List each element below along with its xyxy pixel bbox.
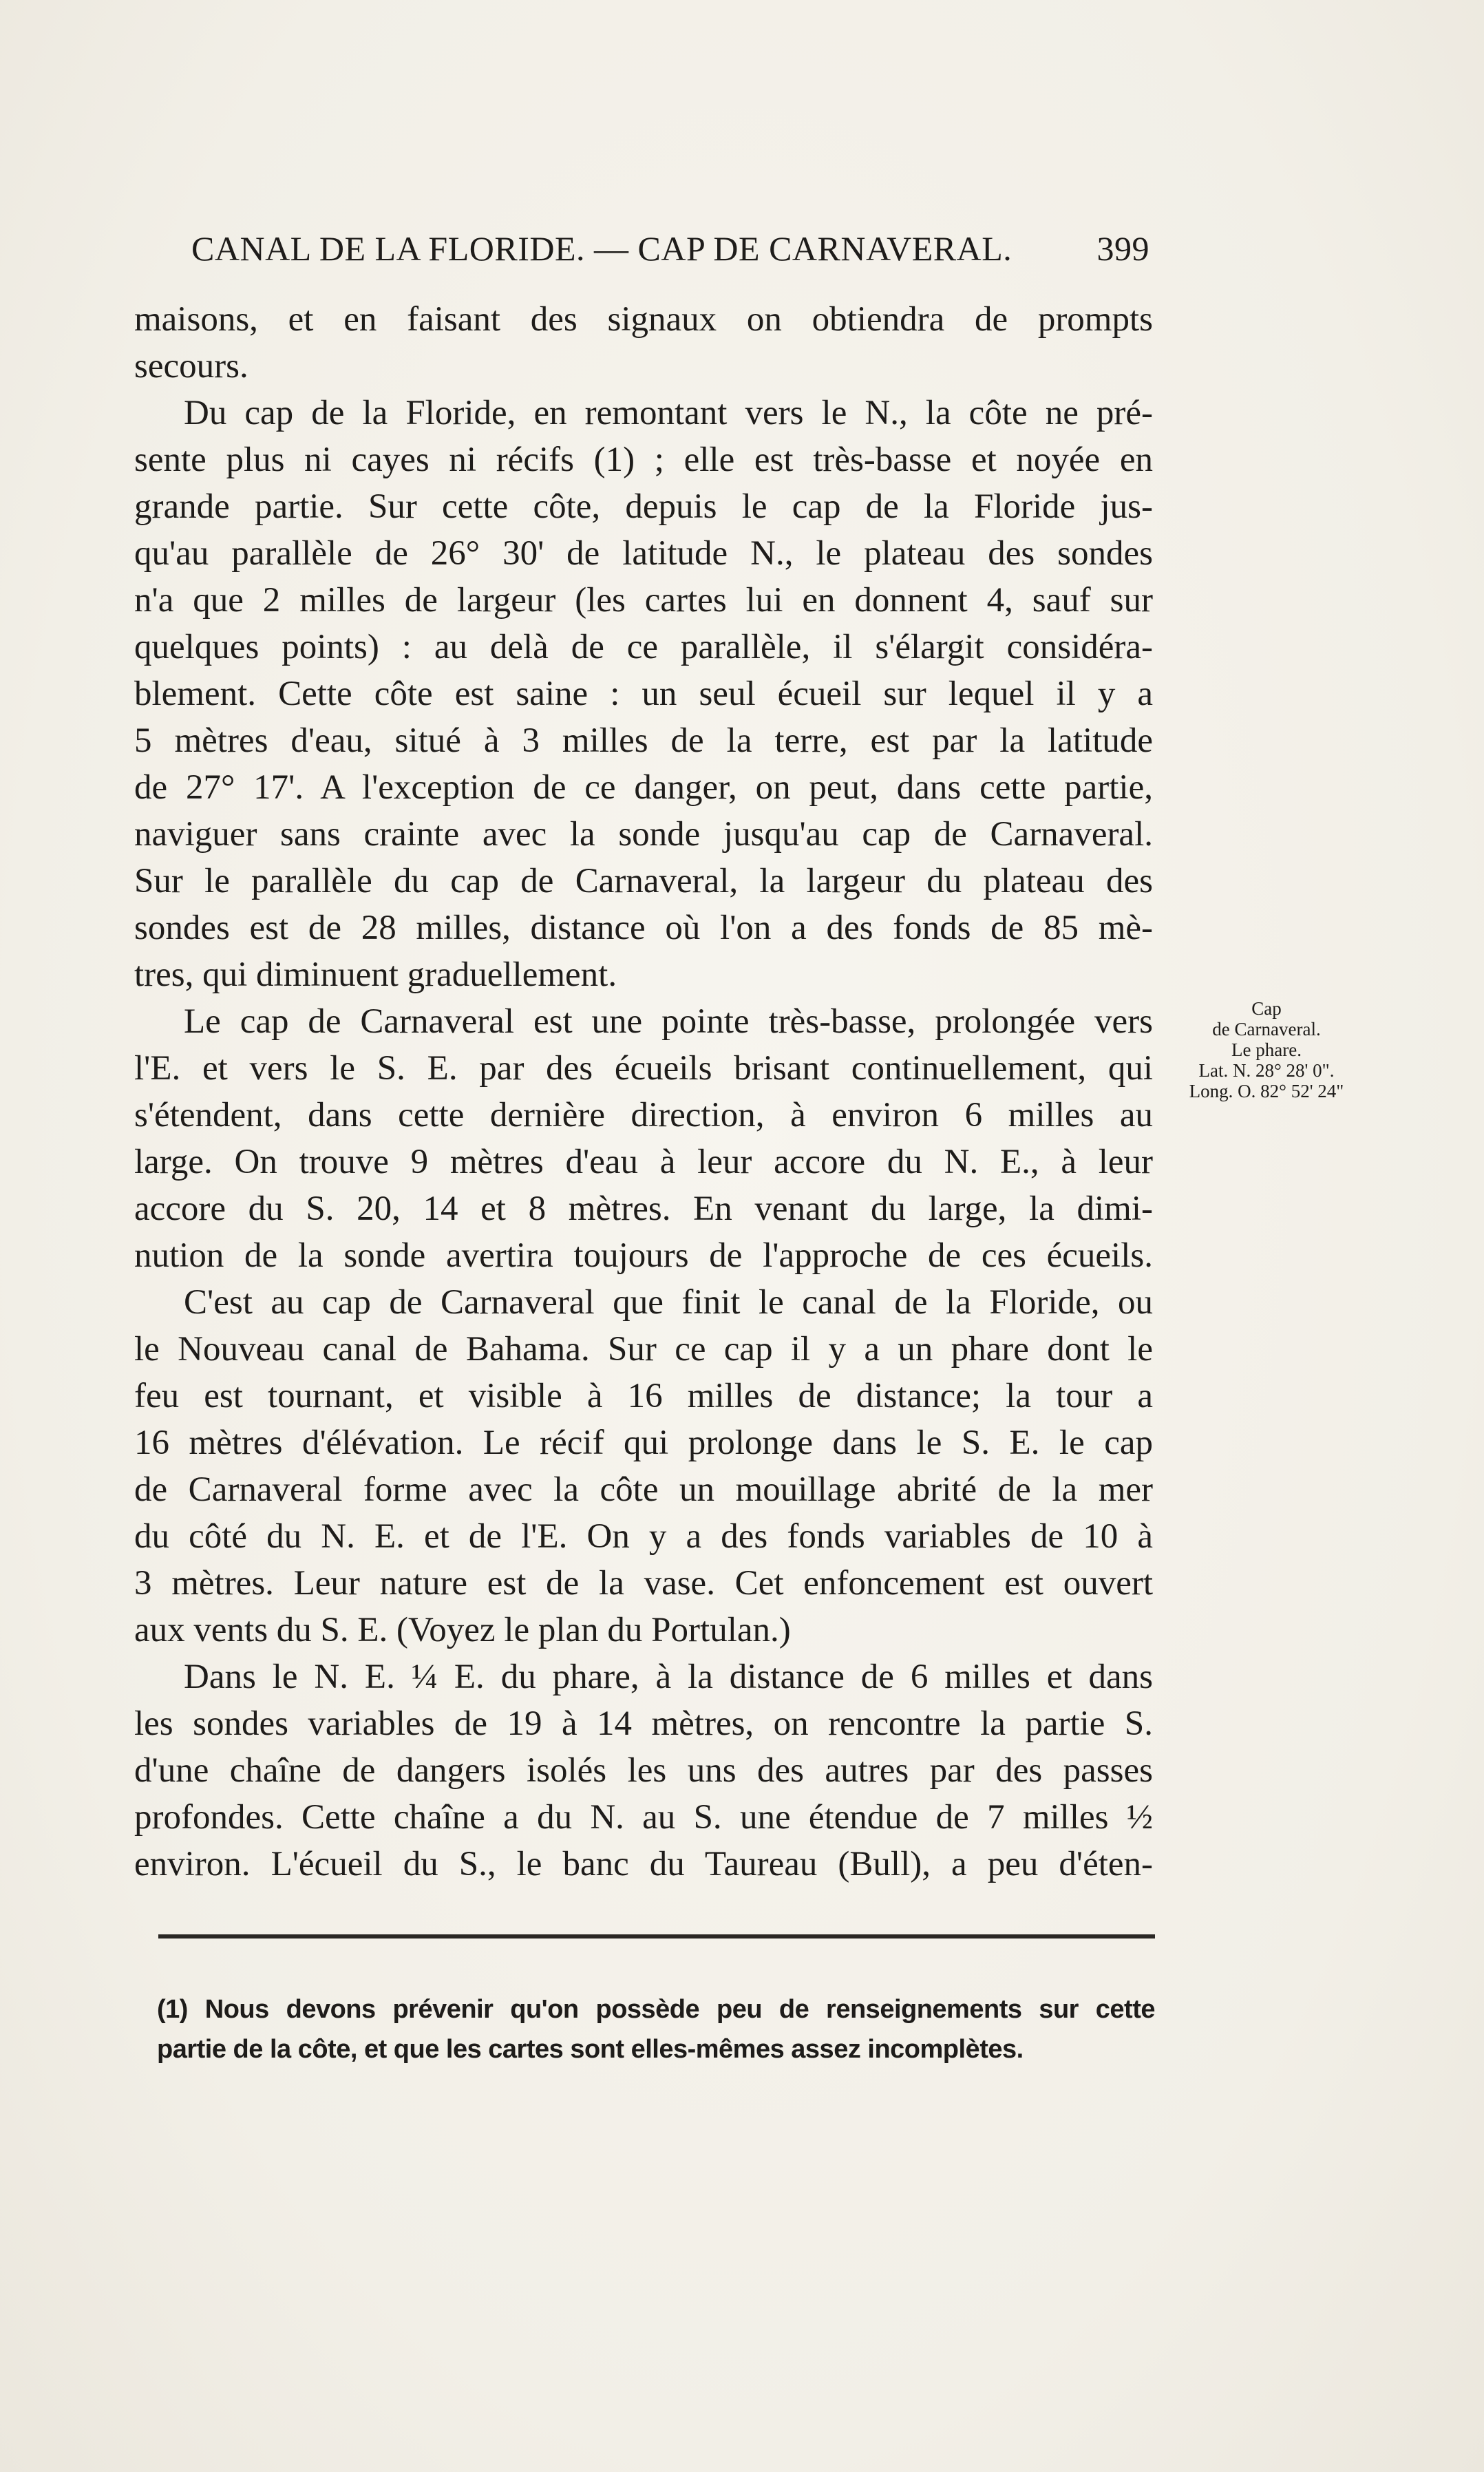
footnote-line: (1) Nous devons prévenir qu'on possède peu de renseignements sur cette — [157, 1995, 1155, 2024]
footnote — [157, 1989, 1155, 2069]
text-line: Du cap de la Floride, en remontant vers le N., la côte ne pré- — [184, 394, 1153, 432]
text-line: blement. Cette côte est saine : un seul écueil sur lequel il y a — [134, 675, 1153, 713]
text-line: 16 mètres d'élévation. Le récif qui prolonge dans le S. E. le cap — [134, 1424, 1153, 1462]
text-line: profondes. Cette chaîne a du N. au S. une étendue de 7 milles ½ — [134, 1798, 1153, 1837]
footnote-line: partie de la côte, et que les cartes sont elles-mêmes assez incomplètes. — [157, 2035, 1024, 2064]
margin-note-line: Long. O. 82° 52' 24" — [1189, 1081, 1344, 1101]
text-line: les sondes variables de 19 à 14 mètres, on rencontre la partie S. — [134, 1704, 1153, 1743]
page-number: 399 — [1096, 229, 1149, 268]
text-line: n'a que 2 milles de largeur (les cartes lui en donnent 4, sauf sur — [134, 581, 1153, 620]
text-line: 3 mètres. Leur nature est de la vase. Cet enfoncement est ouvert — [134, 1564, 1153, 1603]
text-line: C'est au cap de Carnaveral que finit le canal de la Floride, ou — [184, 1283, 1153, 1322]
body-text — [134, 296, 1153, 1888]
text-line: environ. L'écueil du S., le banc du Taureau (Bull), a peu d'éten- — [134, 1845, 1153, 1883]
text-line: grande partie. Sur cette côte, depuis le cap de la Floride jus- — [134, 487, 1153, 526]
text-line: sondes est de 28 milles, distance où l'on a des fonds de 85 mè- — [134, 909, 1153, 947]
footnote-divider — [158, 1934, 1155, 1938]
text-line: tres, qui diminuent graduellement. — [134, 955, 617, 994]
text-line: accore du S. 20, 14 et 8 mètres. En venant du large, la dimi- — [134, 1190, 1153, 1228]
text-line: Dans le N. E. ¼ E. du phare, à la distance de 6 milles et dans — [184, 1658, 1153, 1696]
text-line: qu'au parallèle de 26° 30' de latitude N., le plateau des sondes — [134, 534, 1153, 573]
header-title: CANAL DE LA FLORIDE. — CAP DE CARNAVERAL. — [191, 229, 1013, 268]
text-line: nution de la sonde avertira toujours de l'approche de ces écueils. — [134, 1236, 1153, 1275]
text-line: du côté du N. E. et de l'E. On y a des fonds variables de 10 à — [134, 1517, 1153, 1556]
text-line: sente plus ni cayes ni récifs (1) ; elle est très-basse et noyée en — [134, 441, 1153, 479]
margin-note-line: de Carnaveral. — [1212, 1019, 1321, 1039]
margin-note — [1163, 998, 1370, 1101]
margin-note-line: Lat. N. 28° 28' 0". — [1198, 1060, 1335, 1081]
text-line: quelques points) : au delà de ce parallèle, il s'élargit considéra- — [134, 628, 1153, 666]
text-line: Le cap de Carnaveral est une pointe très-basse, prolongée vers — [184, 1002, 1153, 1041]
margin-note-line: Cap — [1251, 998, 1282, 1019]
text-line: large. On trouve 9 mètres d'eau à leur accore du N. E., à leur — [134, 1143, 1153, 1181]
text-line: de 27° 17'. A l'exception de ce danger, on peut, dans cette partie, — [134, 768, 1153, 807]
text-line: le Nouveau canal de Bahama. Sur ce cap il y a un phare dont le — [134, 1330, 1153, 1369]
text-line: de Carnaveral forme avec la côte un mouillage abrité de la mer — [134, 1470, 1153, 1509]
text-line: secours. — [134, 347, 248, 385]
text-line: aux vents du S. E. (Voyez le plan du Portulan.) — [134, 1611, 791, 1649]
text-line: maisons, et en faisant des signaux on obtiendra de prompts — [134, 300, 1153, 339]
text-line: feu est tournant, et visible à 16 milles de distance; la tour a — [134, 1377, 1153, 1415]
running-header — [191, 229, 1149, 270]
text-line: s'étendent, dans cette dernière direction, à environ 6 milles au — [134, 1096, 1153, 1134]
text-line: l'E. et vers le S. E. par des écueils brisant continuellement, qui — [134, 1049, 1153, 1088]
text-line: d'une chaîne de dangers isolés les uns des autres par des passes — [134, 1751, 1153, 1790]
text-line: Sur le parallèle du cap de Carnaveral, la largeur du plateau des — [134, 862, 1153, 900]
margin-note-line: Le phare. — [1231, 1039, 1302, 1060]
text-line: naviguer sans crainte avec la sonde jusqu'au cap de Carnaveral. — [134, 815, 1153, 854]
text-line: 5 mètres d'eau, situé à 3 milles de la terre, est par la latitude — [134, 721, 1153, 760]
